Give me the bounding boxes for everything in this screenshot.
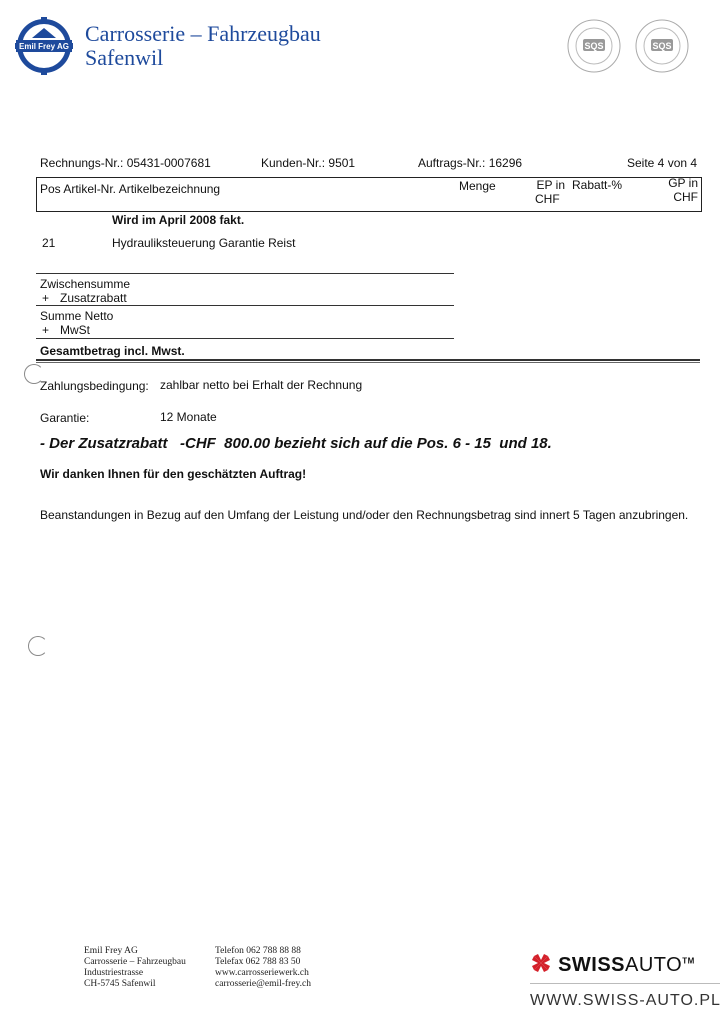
customer-number: [261, 156, 355, 170]
vat-label: MwSt: [60, 323, 90, 337]
footer-address-line: Emil Frey AG: [84, 946, 138, 956]
page-indicator: Seite 4 von 4: [627, 156, 698, 170]
footer-address-line: Industriestrasse: [84, 968, 144, 978]
divider: [36, 338, 454, 339]
plus-sign: +: [42, 323, 50, 337]
col-unit-price-line2: CHF: [535, 192, 560, 206]
double-rule: [36, 362, 700, 363]
item-position: 21: [42, 236, 56, 250]
watermark-url: WWW.SWISS-AUTO.PL: [530, 992, 721, 1009]
footer-phone: Telefon 062 788 88 88: [215, 946, 301, 956]
col-total-price-header: [660, 176, 698, 204]
thank-you-text: Wir danken Ihnen für den geschätzten Auftrag!: [40, 467, 307, 481]
punch-hole-mark: [28, 636, 48, 656]
col-unit-price-header: [535, 178, 565, 206]
order-number-label: Auftrags-Nr.:: [418, 156, 486, 170]
footer-address: [84, 946, 186, 990]
order-number-value: 16296: [488, 156, 523, 170]
company-name: [85, 22, 321, 70]
payment-terms-value: zahlbar netto bei Erhalt der Rechnung: [160, 378, 363, 392]
swiss-cross-icon: [530, 952, 552, 974]
col-quantity-header: Menge: [459, 179, 496, 193]
company-line-1: Carrosserie – Fahrzeugbau: [85, 21, 321, 46]
col-discount-header: Rabatt-%: [572, 178, 623, 192]
item-description: Hydrauliksteuerung Garantie Reist: [112, 236, 296, 250]
col-total-price-line1: GP in: [668, 176, 698, 190]
swissauto-brand: [530, 952, 695, 977]
order-number: [418, 156, 522, 170]
brand-part-a: SWISS: [558, 954, 626, 976]
invoice-number-label: Rechnungs-Nr.:: [40, 156, 124, 170]
grand-total-label: Gesamtbetrag incl. Mwst.: [40, 344, 185, 358]
footer-address-line: Carrosserie – Fahrzeugbau: [84, 957, 186, 967]
divider: [36, 305, 454, 306]
complaints-notice: Beanstandungen in Bezug auf den Umfang der Leistung und/oder den Rechnungsbetrag sind innert 5 Tagen anzubringen.: [40, 508, 689, 522]
warranty-label: Garantie:: [40, 411, 90, 425]
col-unit-price-line1: EP in: [536, 178, 565, 192]
invoice-number-value: 05431-0007681: [126, 156, 211, 170]
footer-address-line: CH-5745 Safenwil: [84, 979, 156, 989]
footer-email: carrosserie@emil-frey.ch: [215, 979, 311, 989]
invoice-number: [40, 156, 211, 170]
double-rule: [36, 359, 700, 361]
footer-rule: [530, 983, 720, 984]
brand-part-b: AUTO: [625, 954, 683, 976]
payment-terms-label: Zahlungsbedingung:: [40, 379, 149, 393]
col-total-price-line2: CHF: [673, 190, 698, 204]
extra-discount-label: Zusatzrabatt: [60, 291, 127, 305]
col-pos-header: Pos Artikel-Nr. Artikelbezeichnung: [40, 182, 221, 196]
company-logo: [14, 16, 74, 76]
footer-website: www.carrosseriewerk.ch: [215, 968, 309, 978]
customer-number-value: 9501: [328, 156, 356, 170]
net-sum-label: Summe Netto: [40, 309, 114, 323]
footer-contact: [215, 946, 311, 990]
svg-text:SQS: SQS: [652, 41, 672, 51]
certification-seal: [634, 18, 690, 74]
customer-number-label: Kunden-Nr.:: [261, 156, 326, 170]
warranty-value: 12 Monate: [160, 410, 217, 424]
discount-note: - Der Zusatzrabatt -CHF 800.00 bezieht sich auf die Pos. 6 - 15 und 18.: [40, 435, 552, 452]
logo-text: Emil Frey AG: [19, 42, 69, 51]
item-note: Wird im April 2008 fakt.: [112, 213, 245, 227]
brand-tm: TM: [682, 956, 695, 966]
certification-seal: [566, 18, 622, 74]
company-line-2: Safenwil: [85, 45, 164, 70]
plus-sign: +: [42, 291, 50, 305]
subtotal-label: Zwischensumme: [40, 277, 131, 291]
footer-fax: Telefax 062 788 83 50: [215, 957, 301, 967]
divider: [36, 273, 454, 274]
svg-text:SQS: SQS: [584, 41, 604, 51]
